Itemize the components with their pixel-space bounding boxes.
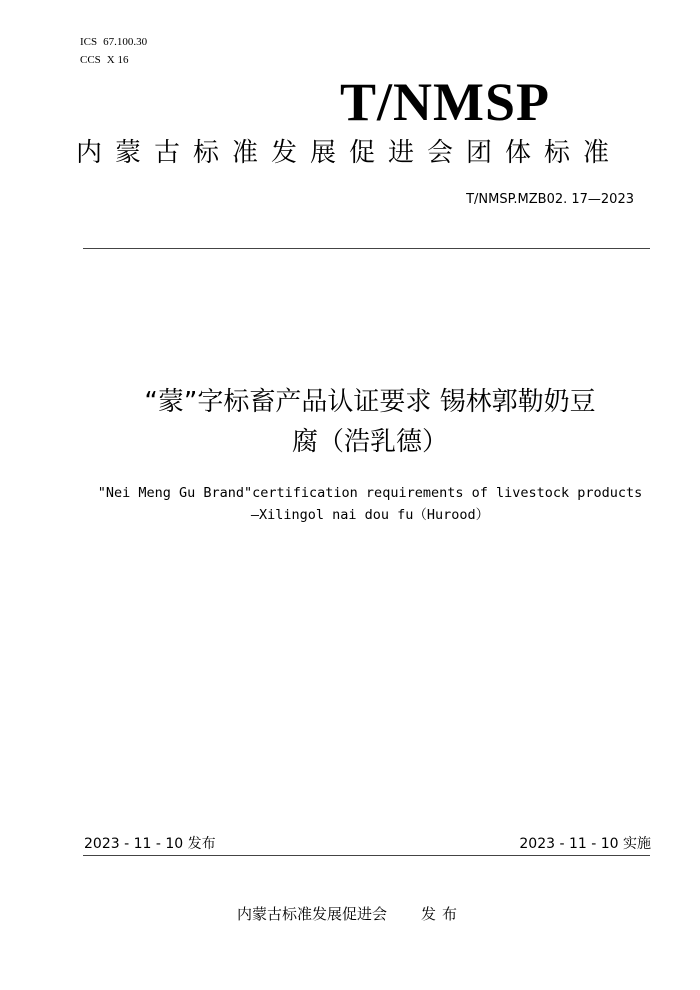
ccs-label: CCS (80, 54, 101, 66)
ics-label: ICS (80, 36, 98, 48)
ics-classification (80, 35, 147, 49)
standard-logo: T/NMSP (340, 72, 551, 132)
implementation-date: 2023 - 11 - 10 实施 (519, 836, 651, 852)
standard-number: T/NMSP.MZB02. 17—2023 (466, 192, 634, 207)
ics-code: 67.100.30 (103, 36, 148, 48)
bottom-divider (83, 855, 650, 856)
publisher-name: 内蒙古标准发展促进会 (236, 905, 387, 923)
ccs-classification (80, 53, 129, 67)
english-title-line-1: "Nei Meng Gu Brand"certification requirements of livestock products (97, 485, 643, 501)
org-standard-title: 内蒙古标准发展促进会团体标准 (76, 138, 623, 168)
publisher-line (0, 903, 700, 925)
publish-date: 2023 - 11 - 10 发布 (84, 836, 216, 852)
publish-action: 发布 (421, 905, 464, 923)
chinese-title-line-2: 腐（浩乳德） (291, 427, 448, 457)
english-title-line-2: —Xilingol nai dou fu（Hurood） (250, 507, 490, 523)
chinese-title-line-1: “蒙”字标畜产品认证要求 锡林郭勒奶豆 (144, 387, 596, 417)
top-divider (83, 248, 650, 249)
ccs-code: X 16 (106, 54, 129, 66)
